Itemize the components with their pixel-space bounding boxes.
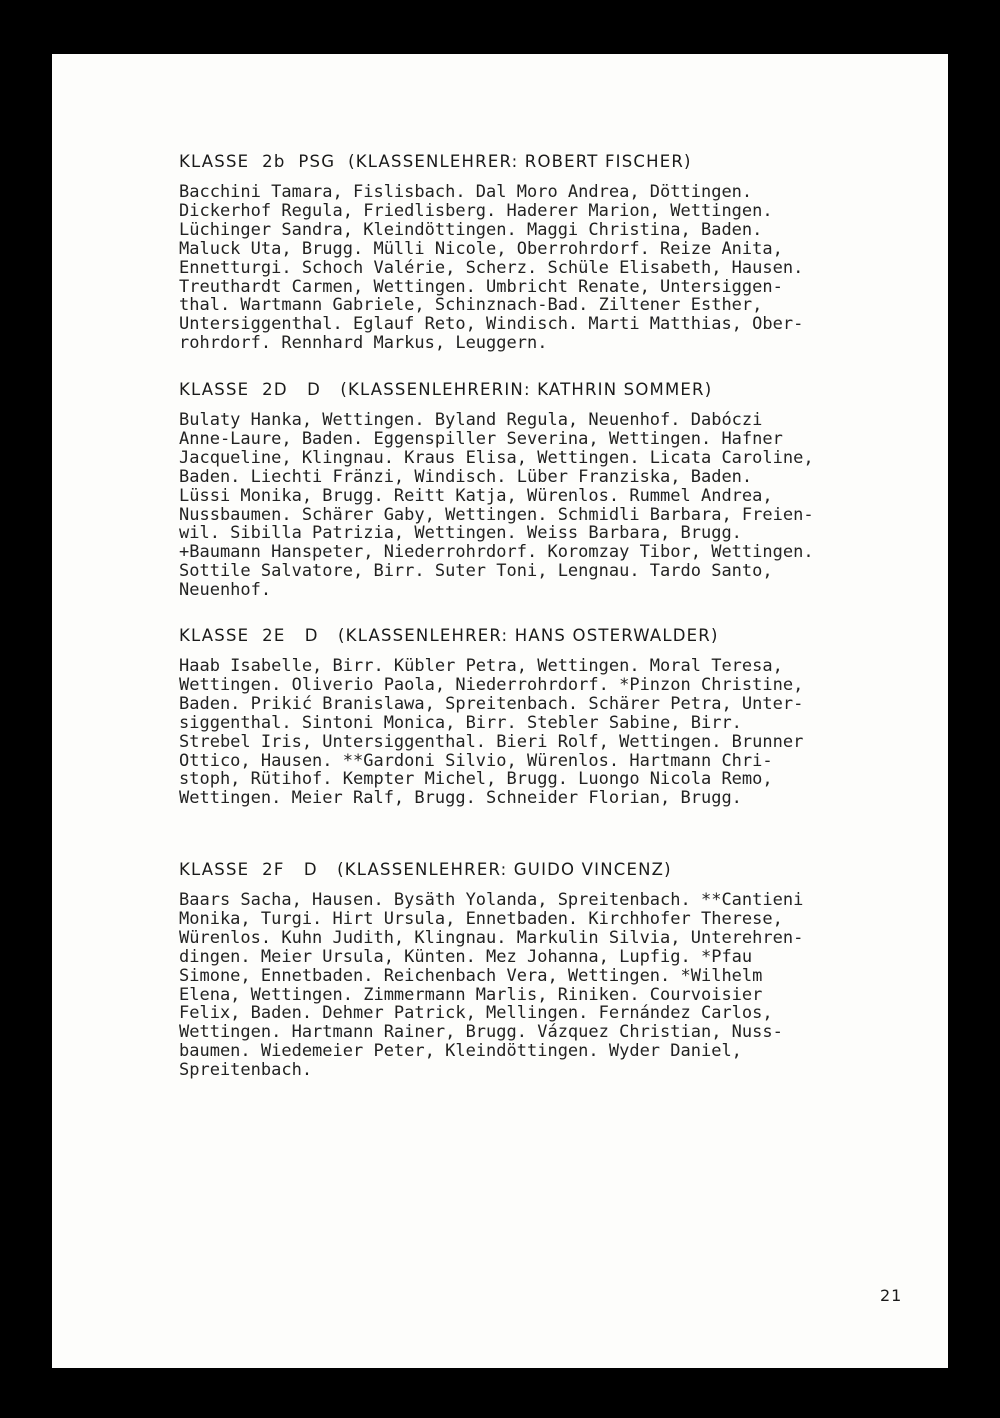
text-line: Jacqueline, Klingnau. Kraus Elisa, Wettingen. Licata Caroline,: [179, 447, 814, 468]
class-section-2e: [179, 626, 899, 808]
class-heading: KLASSE 2E D (KLASSENLEHRER: HANS OSTERWALDER): [179, 626, 719, 645]
text-line: Baden. Prikić Branislawa, Spreitenbach. Schärer Petra, Unter-: [179, 693, 804, 714]
text-line: siggenthal. Sintoni Monica, Birr. Stebler Sabine, Birr.: [179, 712, 742, 733]
class-section-2d: [179, 380, 899, 600]
document-page: [52, 54, 948, 1368]
text-line: Sottile Salvatore, Birr. Suter Toni, Lengnau. Tardo Santo,: [179, 561, 773, 582]
text-line: Anne-Laure, Baden. Eggenspiller Severina, Wettingen. Hafner: [179, 428, 783, 449]
class-section-2b: [179, 152, 899, 353]
class-heading: KLASSE 2b PSG (KLASSENLEHRER: ROBERT FISCHER): [179, 152, 692, 171]
text-line: thal. Wartmann Gabriele, Schinznach-Bad. Ziltener Esther,: [179, 295, 763, 316]
text-line: dingen. Meier Ursula, Künten. Mez Johanna, Lupfig. *Pfau: [179, 946, 753, 967]
text-line: Untersiggenthal. Eglauf Reto, Windisch. Marti Matthias, Ober-: [179, 314, 804, 335]
text-line: Wettingen. Hartmann Rainer, Brugg. Vázquez Christian, Nuss-: [179, 1022, 783, 1043]
text-line: Baden. Liechti Fränzi, Windisch. Lüber Franziska, Baden.: [179, 466, 753, 487]
page-number: 21: [880, 1286, 903, 1305]
text-line: Felix, Baden. Dehmer Patrick, Mellingen. Fernández Carlos,: [179, 1003, 773, 1024]
text-line: Treuthardt Carmen, Wettingen. Umbricht Renate, Untersiggen-: [179, 276, 783, 297]
text-line: Neuenhof.: [179, 580, 272, 601]
text-line: Wettingen. Meier Ralf, Brugg. Schneider Florian, Brugg.: [179, 788, 742, 809]
text-line: Bacchini Tamara, Fislisbach. Dal Moro Andrea, Döttingen.: [179, 182, 753, 202]
text-line: Wettingen. Oliverio Paola, Niederrohrdorf. *Pinzon Christine,: [179, 674, 804, 695]
text-line: Simone, Ennetbaden. Reichenbach Vera, Wettingen. *Wilhelm: [179, 965, 763, 986]
text-line: Monika, Turgi. Hirt Ursula, Ennetbaden. Kirchhofer Therese,: [179, 908, 783, 929]
text-line: Elena, Wettingen. Zimmermann Marlis, Riniken. Courvoisier: [179, 984, 763, 1005]
text-line: Strebel Iris, Untersiggenthal. Bieri Rolf, Wettingen. Brunner: [179, 731, 804, 752]
text-line: rohrdorf. Rennhard Markus, Leuggern.: [179, 333, 548, 354]
text-line: Ottico, Hausen. **Gardoni Silvio, Würenlos. Hartmann Chri-: [179, 750, 773, 771]
text-line: Baars Sacha, Hausen. Bysäth Yolanda, Spreitenbach. **Cantieni: [179, 890, 804, 910]
class-section-2f: [179, 860, 899, 1080]
text-line: wil. Sibilla Patrizia, Wettingen. Weiss Barbara, Brugg.: [179, 523, 742, 544]
text-line: stoph, Rütihof. Kempter Michel, Brugg. Luongo Nicola Remo,: [179, 769, 773, 790]
text-line: Bulaty Hanka, Wettingen. Byland Regula, Neuenhof. Dabóczi: [179, 410, 763, 430]
text-line: Ennetturgi. Schoch Valérie, Scherz. Schüle Elisabeth, Hausen.: [179, 257, 804, 278]
text-line: baumen. Wiedemeier Peter, Kleindöttingen. Wyder Daniel,: [179, 1041, 742, 1062]
text-line: Würenlos. Kuhn Judith, Klingnau. Markulin Silvia, Unterehren-: [179, 927, 804, 948]
class-heading: KLASSE 2D D (KLASSENLEHRERIN: KATHRIN SOMMER): [179, 380, 713, 399]
text-line: Dickerhof Regula, Friedlisberg. Haderer Marion, Wettingen.: [179, 200, 773, 221]
text-line: Spreitenbach.: [179, 1060, 313, 1081]
text-line: Haab Isabelle, Birr. Kübler Petra, Wettingen. Moral Teresa,: [179, 656, 783, 676]
text-line: Lüssi Monika, Brugg. Reitt Katja, Würenlos. Rummel Andrea,: [179, 485, 773, 506]
text-line: +Baumann Hanspeter, Niederrohrdorf. Koromzay Tibor, Wettingen.: [179, 542, 814, 563]
text-line: Lüchinger Sandra, Kleindöttingen. Maggi Christina, Baden.: [179, 219, 763, 240]
class-heading: KLASSE 2F D (KLASSENLEHRER: GUIDO VINCENZ): [179, 860, 672, 879]
text-line: Nussbaumen. Schärer Gaby, Wettingen. Schmidli Barbara, Freien-: [179, 504, 814, 525]
text-line: Maluck Uta, Brugg. Mülli Nicole, Oberrohrdorf. Reize Anita,: [179, 238, 783, 259]
